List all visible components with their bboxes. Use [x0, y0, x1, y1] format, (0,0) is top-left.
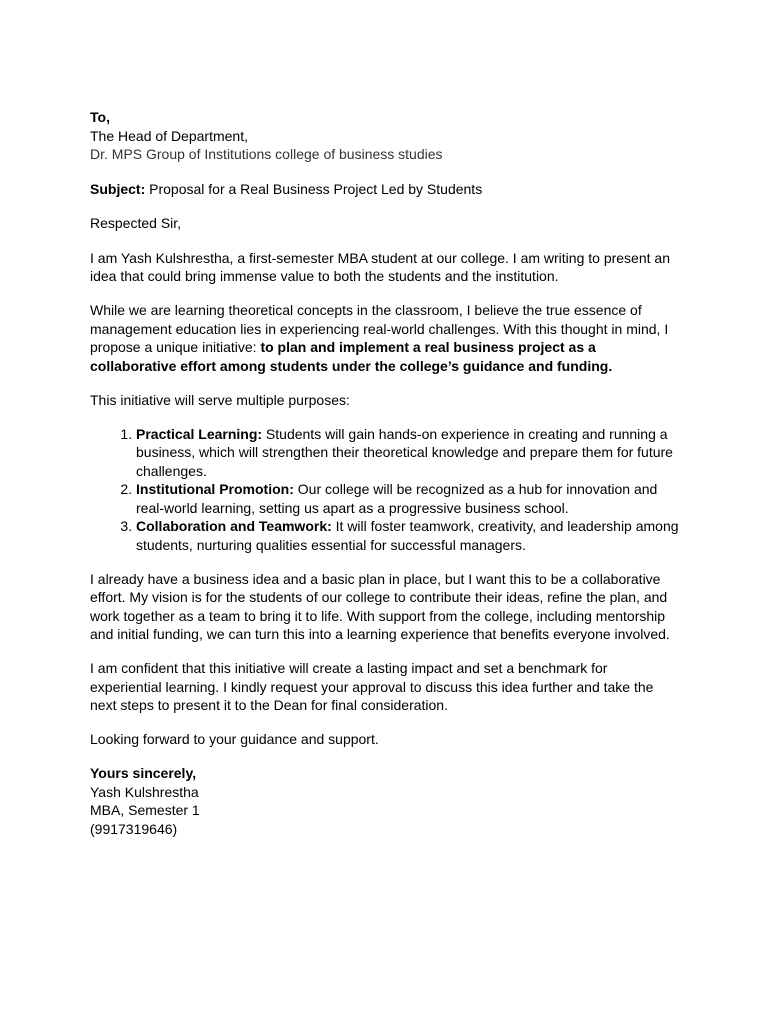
- paragraph-request: I am confident that this initiative will create a lasting impact and set a benchmark for experiential learning. I kindly request your approval to discuss this idea further and take the next steps to present it to the Dean for final consideration.: [90, 660, 654, 713]
- greeting: Respected Sir,: [90, 215, 182, 231]
- paragraph-proposal: [90, 301, 680, 375]
- list-item: [136, 425, 680, 481]
- list-item: [136, 480, 680, 517]
- paragraph-intro: I am Yash Kulshrestha, a first-semester MBA student at our college. I am writing to present an idea that could bring immense value to both the students and the institution.: [90, 249, 670, 284]
- letter-page: [90, 108, 680, 838]
- paragraph-purposes-intro: This initiative will serve multiple purposes:: [90, 391, 350, 408]
- subject-text: Proposal for a Real Business Project Led by Students: [145, 180, 483, 197]
- paragraph-vision: I already have a business idea and a basic plan in place, but I want this to be a collaborative effort. My vision is for the students of our college to contribute their ideas, refine the plan, and work together as a team to bring it to life. With support from the college, including mentorship and initial funding, we can turn this into a learning experience that benefits everyone involved.: [90, 570, 670, 642]
- subject-label: Subject:: [90, 180, 146, 197]
- proposal-text: While we are learning theoretical concepts in the classroom, I believe the true essence of management education lies in experiencing real-world challenges. With this thought in mind, I propose a unique initiative:: [90, 302, 669, 355]
- sender-name: Yash Kulshrestha: [90, 783, 199, 800]
- sender-phone: (9917319646): [90, 820, 178, 837]
- recipient-line-1: The Head of Department,: [90, 127, 248, 144]
- purposes-list: [90, 425, 680, 555]
- purpose-title: Practical Learning:: [136, 425, 263, 442]
- purpose-title: Collaboration and Teamwork:: [136, 518, 332, 534]
- purpose-title: Institutional Promotion:: [136, 481, 294, 497]
- subject-line: [90, 180, 680, 199]
- purpose-text: Students will gain hands-on experience in creating and running a business, which will strengthen their theoretical knowledge and prepare them for future challenges.: [136, 425, 673, 479]
- list-item: [136, 517, 680, 554]
- purpose-text: Our college will be recognized as a hub for innovation and real-world learning, setting us apart as a progressive business school.: [136, 481, 658, 516]
- recipient-line-2: Dr. MPS Group of Institutions college of business studies: [90, 146, 443, 162]
- purpose-text: It will foster teamwork, creativity, and leadership among students, nurturing qualities essential for successful managers.: [136, 518, 679, 553]
- salutation-to: To,: [90, 109, 110, 125]
- proposal-highlight: to plan and implement a real business project as a collaborative effort among students under the college’s guidance and funding.: [90, 339, 613, 374]
- closing: Yours sincerely,: [90, 765, 197, 781]
- sender-program: MBA, Semester 1: [90, 802, 200, 818]
- paragraph-closing-remark: Looking forward to your guidance and support.: [90, 731, 379, 747]
